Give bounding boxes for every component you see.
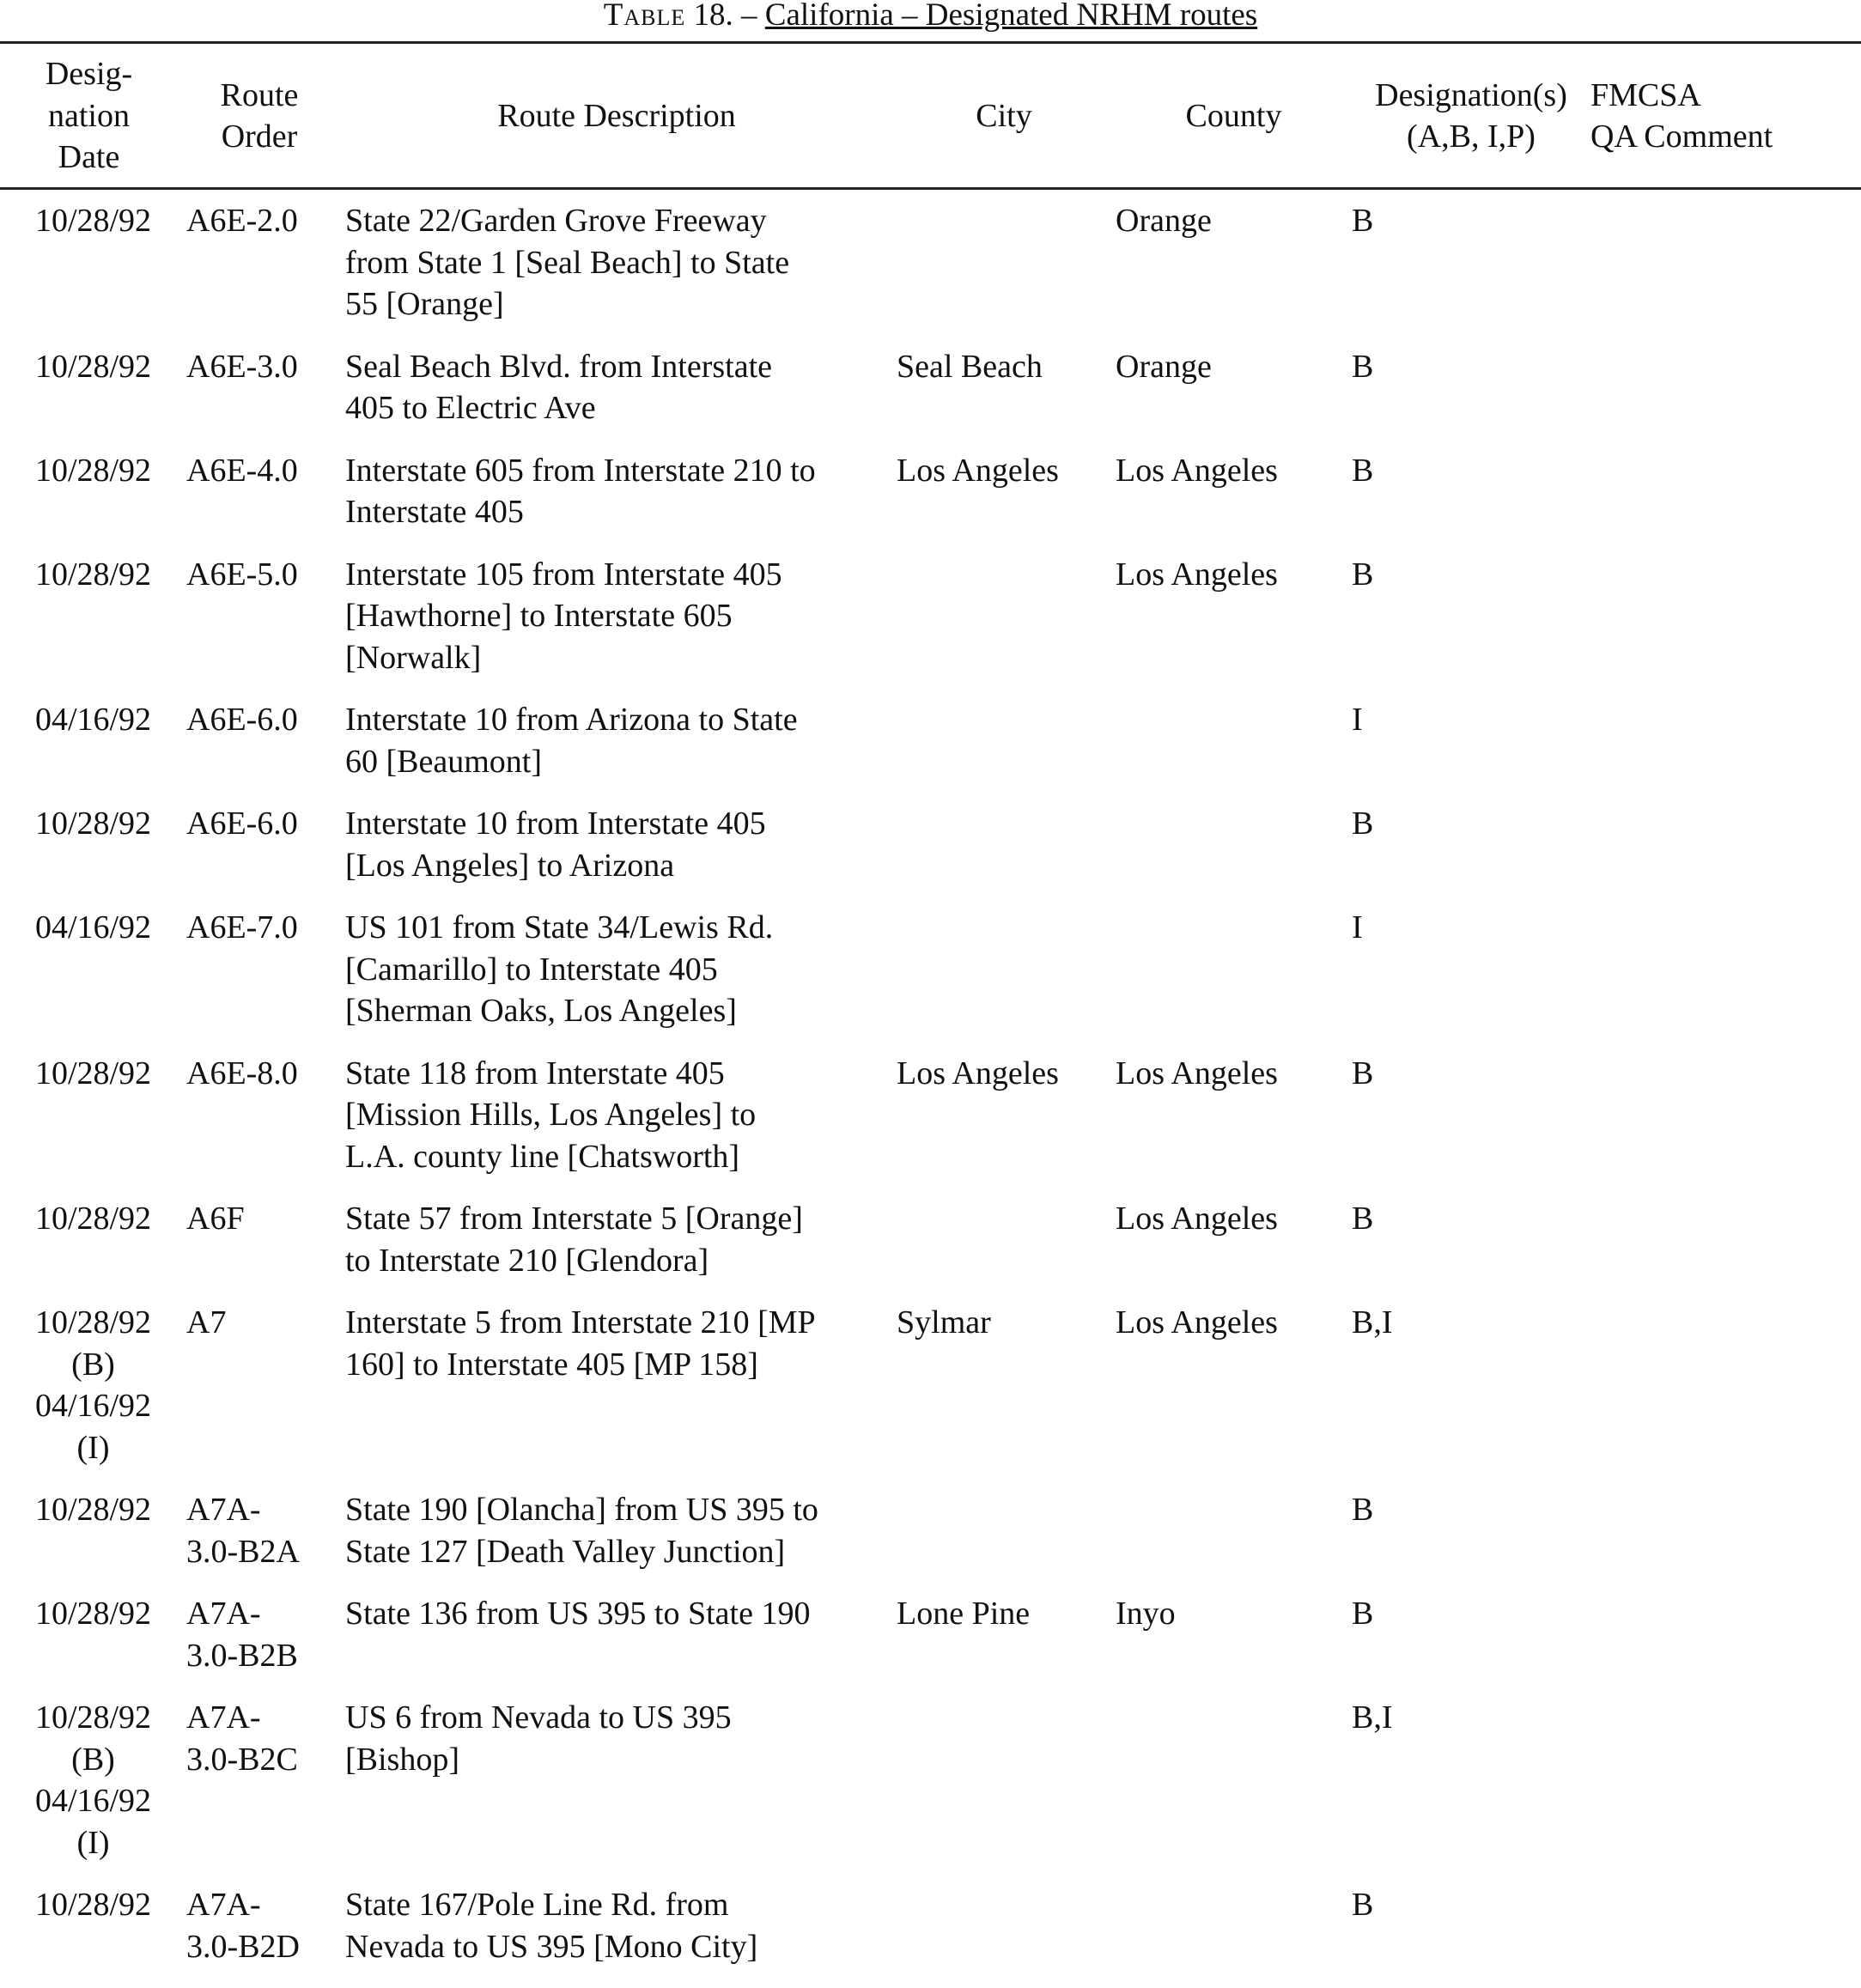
route-order-cell (178, 803, 341, 907)
cell-line: Interstate 605 from Interstate 210 to (345, 452, 816, 489)
cell-line: 160] to Interstate 405 [MP 158] (345, 1346, 758, 1383)
cell-line (897, 699, 1116, 741)
route-order-cell (178, 1593, 341, 1697)
cell-line: Orange (1116, 203, 1212, 239)
designation-cell (1352, 907, 1590, 1053)
cell-line: Los Angeles (1116, 1304, 1278, 1341)
date-cell (0, 699, 178, 803)
date-cell (0, 1489, 178, 1593)
cell-line: Interstate 405 (345, 494, 524, 530)
cell-line: US 101 from State 34/Lewis Rd. (345, 909, 774, 945)
cell-line (1590, 1302, 1861, 1344)
designation-cell (1352, 450, 1590, 554)
cell-line: [Los Angeles] to Arizona (345, 847, 675, 884)
table-row (0, 699, 1861, 803)
cell-line (1116, 1697, 1352, 1739)
city-cell (892, 1198, 1116, 1302)
route-order-cell (178, 200, 341, 346)
table-row (0, 200, 1861, 346)
cell-line: B (1352, 203, 1374, 239)
comment-cell (1590, 907, 1861, 1053)
cell-line: B (1352, 1887, 1374, 1923)
route-description-cell (341, 907, 892, 1053)
cell-line (897, 1198, 1116, 1240)
cell-line: Seal Beach Blvd. from Interstate (345, 348, 773, 385)
cell-line: I (1352, 909, 1363, 945)
table-header (0, 52, 1861, 180)
top-rule (0, 41, 1861, 44)
cell-line: from State 1 [Seal Beach] to State (345, 244, 790, 281)
designation-cell (1352, 346, 1590, 450)
route-description-header (341, 52, 892, 180)
city-cell (892, 1053, 1116, 1199)
comment-cell (1590, 554, 1861, 700)
date-cell (0, 450, 178, 554)
cell-line: A6E-7.0 (186, 909, 298, 945)
designation-cell (1352, 1593, 1590, 1697)
route-order-cell (178, 554, 341, 700)
cell-line: B (1352, 1055, 1374, 1091)
county-header (1116, 52, 1352, 180)
cell-line: Sylmar (897, 1304, 991, 1341)
cell-line (1590, 699, 1861, 741)
caption-prefix: Table (603, 0, 686, 33)
table-row (0, 1593, 1861, 1697)
comment-cell (1590, 346, 1861, 450)
comment-cell (1590, 1884, 1861, 1988)
cell-line: Los Angeles (1116, 1201, 1278, 1237)
cell-line (897, 1489, 1116, 1531)
cell-line: State 127 [Death Valley Junction] (345, 1533, 786, 1570)
city-cell (892, 1489, 1116, 1593)
cell-line: [Norwalk] (345, 639, 482, 676)
cell-line: Interstate 105 from Interstate 405 (345, 556, 782, 593)
cell-line: 10/28/92 (34, 806, 152, 842)
cell-line: (I) (76, 1824, 110, 1861)
routes-table (0, 200, 1861, 1988)
cell-line: L.A. county line [Chatsworth] (345, 1138, 740, 1175)
county-cell (1116, 1302, 1352, 1489)
route-description-cell (341, 1198, 892, 1302)
header-line: QA Comment (1590, 119, 1773, 155)
comment-cell (1590, 450, 1861, 554)
route-description-cell (341, 1489, 892, 1593)
table-row (0, 450, 1861, 554)
route-order-cell (178, 907, 341, 1053)
designation-cell (1352, 200, 1590, 346)
route-order-cell (178, 699, 341, 803)
county-cell (1116, 1697, 1352, 1884)
cell-line: Seal Beach (897, 348, 1043, 385)
cell-line: 10/28/92 (34, 1699, 152, 1736)
cell-line: Los Angeles (1116, 452, 1278, 489)
cell-line: B (1352, 348, 1374, 385)
county-cell (1116, 1593, 1352, 1697)
cell-line: Orange (1116, 348, 1212, 385)
table-row (0, 1198, 1861, 1302)
cell-line (897, 907, 1116, 949)
header-rule (0, 187, 1861, 190)
cell-line: 3.0-B2C (186, 1741, 298, 1778)
table-row (0, 803, 1861, 907)
city-cell (892, 1697, 1116, 1884)
route-order-cell (178, 346, 341, 450)
route-order-cell (178, 1697, 341, 1884)
table-row (0, 554, 1861, 700)
county-cell (1116, 1489, 1352, 1593)
designation-cell (1352, 554, 1590, 700)
cell-line: B (1352, 806, 1374, 842)
route-order-cell (178, 1884, 341, 1988)
cell-line (1590, 200, 1861, 242)
county-cell (1116, 200, 1352, 346)
table-row (0, 1302, 1861, 1489)
cell-line: State 167/Pole Line Rd. from (345, 1887, 729, 1923)
cell-line: Nevada to US 395 [Mono City] (345, 1928, 758, 1965)
cell-line: A6F (186, 1201, 245, 1237)
cell-line (897, 200, 1116, 242)
cell-line: [Hawthorne] to Interstate 605 (345, 598, 733, 634)
cell-line: Lone Pine (897, 1596, 1031, 1632)
cell-line: 10/28/92 (34, 452, 152, 489)
header-line: FMCSA (1590, 76, 1701, 113)
county-cell (1116, 554, 1352, 700)
caption-number: 18. – (685, 0, 765, 33)
cell-line: B (1352, 452, 1374, 489)
route-order-cell (178, 1302, 341, 1489)
cell-line (1590, 450, 1861, 492)
cell-line (1590, 1198, 1861, 1240)
county-cell (1116, 1884, 1352, 1988)
cell-line: Inyo (1116, 1596, 1176, 1632)
cell-line: Interstate 10 from Arizona to State (345, 702, 798, 738)
city-cell (892, 907, 1116, 1053)
designation-cell (1352, 1053, 1590, 1199)
route-order-cell (178, 450, 341, 554)
header-line: City (976, 97, 1032, 134)
designation-cell (1352, 1884, 1590, 1988)
cell-line: [Mission Hills, Los Angeles] to (345, 1097, 757, 1133)
cell-line: 10/28/92 (34, 1201, 152, 1237)
comment-cell (1590, 1198, 1861, 1302)
cell-line (1116, 1489, 1352, 1531)
county-cell (1116, 450, 1352, 554)
cell-line: A6E-3.0 (186, 348, 298, 385)
cell-line (1590, 1593, 1861, 1635)
cell-line (1590, 1697, 1861, 1739)
cell-line (1590, 1053, 1861, 1095)
cell-line: 10/28/92 (34, 348, 152, 385)
cell-line: A6E-6.0 (186, 806, 298, 842)
caption-title: California – Designated NRHM routes (764, 0, 1258, 33)
header-line: Route Description (497, 97, 736, 134)
cell-line: 405 to Electric Ave (345, 390, 596, 426)
cell-line (1590, 554, 1861, 596)
designation-cell (1352, 1198, 1590, 1302)
table-row (0, 1884, 1861, 1988)
cell-line: (I) (76, 1429, 110, 1466)
cell-line (1116, 907, 1352, 949)
cell-line: Los Angeles (897, 452, 1059, 489)
designation-cell (1352, 699, 1590, 803)
cell-line: 10/28/92 (34, 203, 152, 239)
cell-line (897, 803, 1116, 845)
cell-line: B,I (1352, 1699, 1393, 1736)
route-description-cell (341, 346, 892, 450)
route-description-cell (341, 699, 892, 803)
comment-cell (1590, 699, 1861, 803)
cell-line: [Camarillo] to Interstate 405 (345, 951, 718, 988)
route-description-cell (341, 1593, 892, 1697)
cell-line: B (1352, 1492, 1374, 1528)
route-order-header (178, 52, 341, 180)
cell-line: A6E-5.0 (186, 556, 298, 593)
cell-line: B (1352, 1596, 1374, 1632)
cell-line: 10/28/92 (34, 556, 152, 593)
cell-line: 04/16/92 (34, 909, 152, 945)
cell-line (897, 1884, 1116, 1926)
cell-line (1590, 1489, 1861, 1531)
city-cell (892, 450, 1116, 554)
table-row (0, 1489, 1861, 1593)
cell-line: A6E-6.0 (186, 702, 298, 738)
county-cell (1116, 803, 1352, 907)
city-cell (892, 699, 1116, 803)
cell-line: B (1352, 556, 1374, 593)
cell-line: A7A- (186, 1699, 261, 1736)
cell-line: 10/28/92 (34, 1596, 152, 1632)
cell-line (1116, 1884, 1352, 1926)
date-cell (0, 346, 178, 450)
cell-line: Interstate 10 from Interstate 405 (345, 806, 766, 842)
comment-cell (1590, 803, 1861, 907)
header-line: Desig- (45, 56, 133, 93)
designation-date-header (0, 52, 178, 180)
cell-line: (B) (71, 1741, 115, 1778)
date-cell (0, 907, 178, 1053)
cell-line: 3.0-B2B (186, 1637, 298, 1674)
cell-line: 3.0-B2D (186, 1928, 300, 1965)
cell-line: Los Angeles (897, 1055, 1059, 1091)
cell-line (1590, 1884, 1861, 1926)
cell-line: A7A- (186, 1492, 261, 1528)
cell-line: State 136 from US 395 to State 190 (345, 1596, 811, 1632)
cell-line: US 6 from Nevada to US 395 (345, 1699, 732, 1736)
designations-header (1352, 52, 1590, 180)
header-line: nation (48, 97, 130, 134)
county-cell (1116, 1053, 1352, 1199)
cell-line: A6E-2.0 (186, 203, 298, 239)
cell-line: to Interstate 210 [Glendora] (345, 1242, 709, 1279)
city-cell (892, 554, 1116, 700)
city-cell (892, 200, 1116, 346)
cell-line: I (1352, 702, 1363, 738)
cell-line (1116, 803, 1352, 845)
cell-line (1590, 907, 1861, 949)
cell-line: 10/28/92 (34, 1887, 152, 1923)
city-cell (892, 1302, 1116, 1489)
cell-line: 10/28/92 (34, 1055, 152, 1091)
comment-cell (1590, 1053, 1861, 1199)
cell-line: A7A- (186, 1596, 261, 1632)
comment-cell (1590, 1593, 1861, 1697)
cell-line: Los Angeles (1116, 1055, 1278, 1091)
cell-line (897, 1697, 1116, 1739)
cell-line: Los Angeles (1116, 556, 1278, 593)
cell-line: State 118 from Interstate 405 (345, 1055, 725, 1091)
cell-line: 55 [Orange] (345, 286, 504, 322)
route-description-cell (341, 803, 892, 907)
cell-line: State 22/Garden Grove Freeway (345, 203, 767, 239)
route-description-cell (341, 200, 892, 346)
designation-cell (1352, 803, 1590, 907)
county-cell (1116, 907, 1352, 1053)
fmcsa-comment-header (1590, 52, 1861, 180)
cell-line: 04/16/92 (34, 702, 152, 738)
header-row (0, 52, 1861, 180)
city-cell (892, 1884, 1116, 1988)
date-cell (0, 1884, 178, 1988)
county-cell (1116, 699, 1352, 803)
cell-line: A7A- (186, 1887, 261, 1923)
date-cell (0, 1198, 178, 1302)
table-caption (0, 0, 1861, 31)
route-description-cell (341, 1302, 892, 1489)
table-body (0, 200, 1861, 1988)
date-cell (0, 1593, 178, 1697)
table-row (0, 346, 1861, 450)
cell-line: [Bishop] (345, 1741, 459, 1778)
comment-cell (1590, 200, 1861, 346)
header-line: Route (220, 76, 299, 113)
cell-line: (B) (71, 1346, 115, 1383)
county-cell (1116, 346, 1352, 450)
cell-line: State 57 from Interstate 5 [Orange] (345, 1201, 803, 1237)
designation-cell (1352, 1489, 1590, 1593)
route-order-cell (178, 1053, 341, 1199)
city-cell (892, 803, 1116, 907)
header-line: Date (58, 139, 120, 176)
table-row (0, 1053, 1861, 1199)
date-cell (0, 1697, 178, 1884)
header-line: Order (221, 119, 298, 155)
table-row (0, 907, 1861, 1053)
cell-line: A6E-4.0 (186, 452, 298, 489)
cell-line: B (1352, 1201, 1374, 1237)
header-line: (A,B, I,P) (1407, 119, 1536, 155)
date-cell (0, 554, 178, 700)
comment-cell (1590, 1697, 1861, 1884)
cell-line: [Sherman Oaks, Los Angeles] (345, 993, 737, 1029)
cell-line: B,I (1352, 1304, 1393, 1341)
cell-line: 10/28/92 (34, 1492, 152, 1528)
cell-line (1590, 346, 1861, 388)
route-description-cell (341, 1697, 892, 1884)
route-description-cell (341, 450, 892, 554)
comment-cell (1590, 1489, 1861, 1593)
designation-cell (1352, 1302, 1590, 1489)
city-cell (892, 346, 1116, 450)
cell-line: 04/16/92 (34, 1783, 152, 1819)
header-line: Designation(s) (1375, 76, 1567, 113)
city-cell (892, 1593, 1116, 1697)
city-header (892, 52, 1116, 180)
route-description-cell (341, 554, 892, 700)
cell-line: Interstate 5 from Interstate 210 [MP (345, 1304, 816, 1341)
date-cell (0, 1053, 178, 1199)
comment-cell (1590, 1302, 1861, 1489)
date-cell (0, 803, 178, 907)
cell-line: A6E-8.0 (186, 1055, 298, 1091)
county-cell (1116, 1198, 1352, 1302)
date-cell (0, 200, 178, 346)
designation-cell (1352, 1697, 1590, 1884)
cell-line: 04/16/92 (34, 1388, 152, 1424)
cell-line: 60 [Beaumont] (345, 743, 543, 780)
date-cell (0, 1302, 178, 1489)
header-line: County (1185, 97, 1282, 134)
route-order-cell (178, 1198, 341, 1302)
cell-line: 10/28/92 (34, 1304, 152, 1341)
cell-line: State 190 [Olancha] from US 395 to (345, 1492, 818, 1528)
route-description-cell (341, 1053, 892, 1199)
cell-line (1590, 803, 1861, 845)
cell-line: A7 (186, 1304, 227, 1341)
route-order-cell (178, 1489, 341, 1593)
cell-line (897, 554, 1116, 596)
route-description-cell (341, 1884, 892, 1988)
table-row (0, 1697, 1861, 1884)
cell-line (1116, 699, 1352, 741)
cell-line: 3.0-B2A (186, 1533, 300, 1570)
